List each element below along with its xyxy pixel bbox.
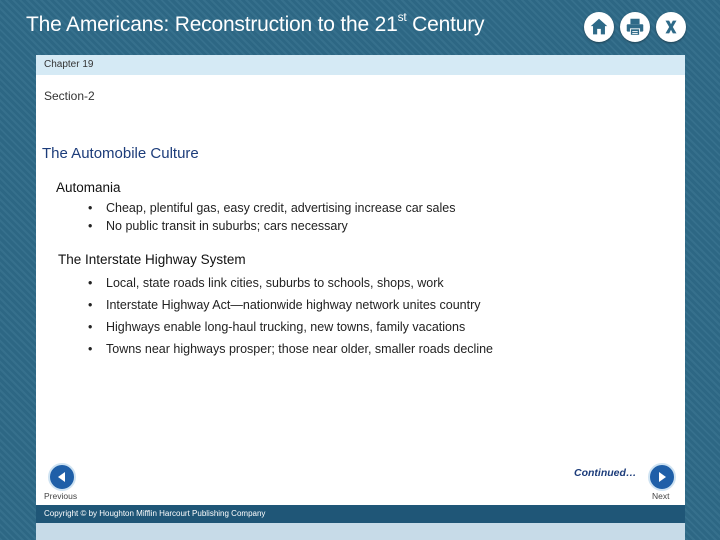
close-icon [660,16,682,38]
footer-strip [36,523,685,540]
list-item: • Cheap, plentiful gas, easy credit, advertising increase car sales [106,199,456,217]
continued-label: Continued… [574,467,637,479]
topic-title-interstate: The Interstate Highway System [58,252,246,267]
topic-title-automania: Automania [56,180,121,195]
list-item: • Interstate Highway Act—nationwide highway network unites country [106,294,493,316]
home-button[interactable] [584,12,614,42]
content-panel [36,75,685,505]
chapter-label: Chapter 19 [44,59,94,70]
section-label: Section-2 [44,89,95,103]
main-heading: The Automobile Culture [42,145,199,162]
print-button[interactable] [620,12,650,42]
arrow-right-icon [655,470,669,484]
list-item: • Highways enable long-haul trucking, new towns, family vacations [106,316,493,338]
list-item: • Towns near highways prosper; those near older, smaller roads decline [106,338,493,360]
print-icon [624,16,646,38]
next-button[interactable] [648,463,676,491]
title-text-end: Century [406,13,485,36]
previous-button[interactable] [48,463,76,491]
automania-bullet-list [106,199,456,235]
list-item: • No public transit in suburbs; cars necessary [106,217,456,235]
copyright-text: Copyright © by Houghton Mifflin Harcourt Publishing Company [44,509,266,518]
chapter-bar [36,55,685,75]
close-button[interactable] [656,12,686,42]
header-toolbar [584,12,686,42]
arrow-left-icon [55,470,69,484]
previous-label[interactable]: Previous [44,491,78,501]
title-superscript: st [397,10,407,24]
footer-bar [36,505,685,523]
next-label[interactable]: Next [652,491,670,501]
app-title [26,12,484,37]
home-icon [588,16,610,38]
list-item: • Local, state roads link cities, suburbs to schools, shops, work [106,272,493,294]
title-text: The Americans: Reconstruction to the 21 [26,13,398,36]
interstate-bullet-list [106,272,493,360]
